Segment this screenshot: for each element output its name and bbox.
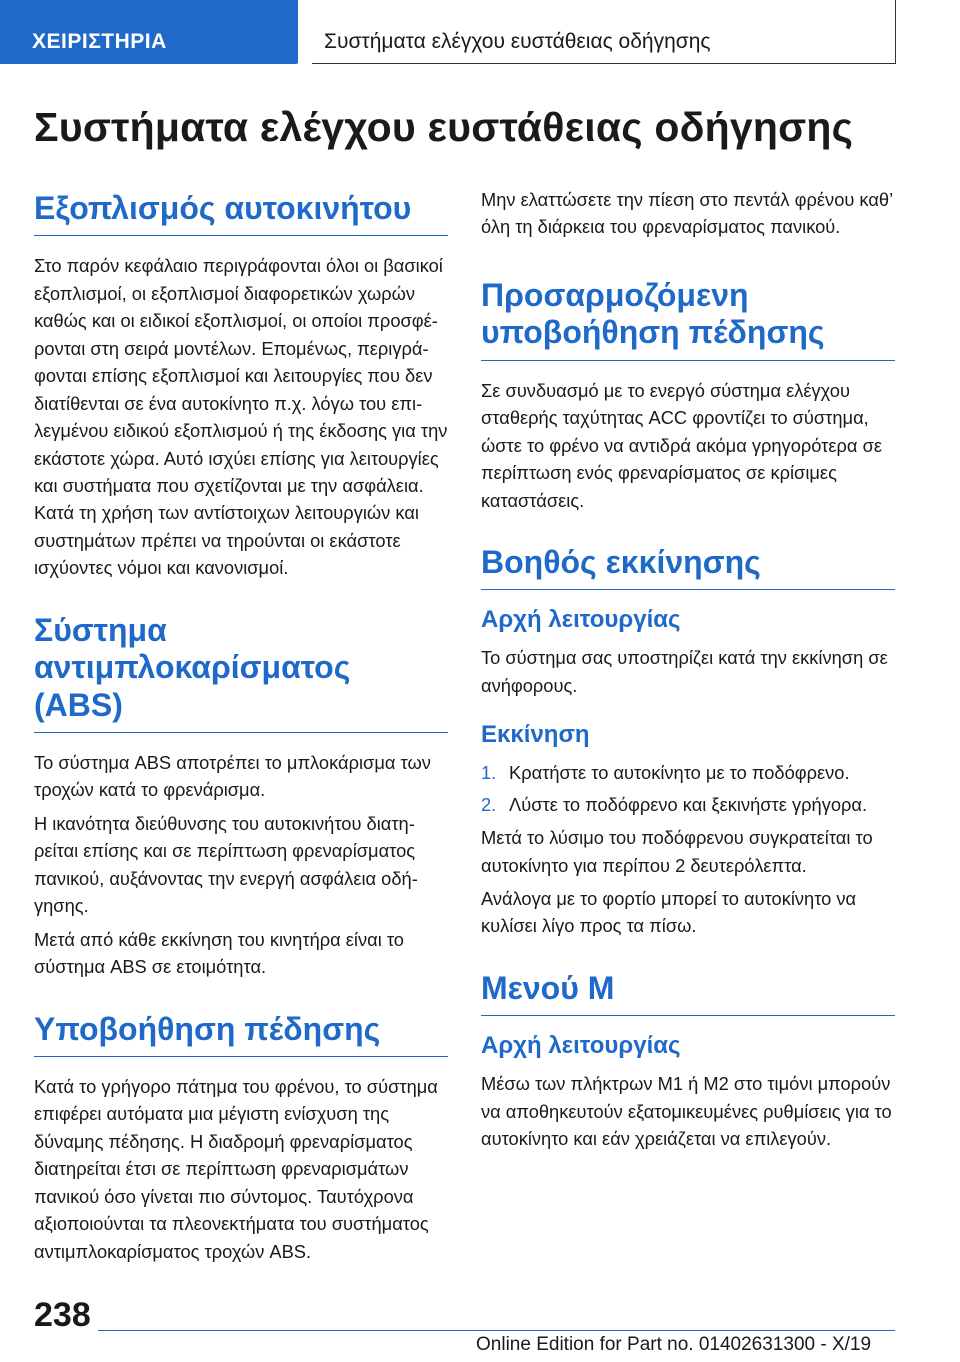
section-menu-m: [481, 970, 895, 1153]
list-item: [481, 791, 895, 818]
paragraph: Η ικανότητα διεύθυνσης του αυτοκινήτου διατηρείται επίσης και σε περίπτωση φρεναρίσματος πανικού, αυξάνοντας την ενεργή ασφάλεια οδήγησης.: [34, 812, 418, 917]
section-abs: [34, 612, 448, 981]
paragraph: Το σύστημα ABS αποτρέπει το μπλοκάρισμα των τροχών κατά το φρενάρισμα.: [34, 752, 431, 801]
paragraph: Μετά από κάθε εκκίνηση του κινητήρα είναι το σύστημα ABS σε ετοιμότητα.: [34, 928, 404, 978]
step-text: Κρατήστε το αυτοκίνητο με το ποδόφρενο.: [509, 762, 850, 784]
paragraph: Μην ελαττώσετε την πίεση στο πεντάλ φρένου καθ’ όλη τη διάρκεια του φρεναρίσματος πανικού.: [481, 189, 893, 238]
subheading-start: Εκκίνηση: [481, 721, 590, 749]
step-number: 2.: [481, 793, 497, 815]
section-start-assist: [481, 544, 895, 940]
paragraph: Στο παρόν κεφάλαιο περιγράφονται όλοι οι βασικοί εξοπλισμοί, οι εξοπλισμοί διαφορετικών χωρών καθώς και οι ειδικοί εξοπλισμοί, οι οποίοι προσφέρονται στη σειρά μοντέλων. Επομένως, περιγράφονται επίσης εξοπλισμοί και λειτουργίες που δεν διατίθενται σε ένα αυτοκίνητο π.χ. λόγω του επιλεγμένου ειδικού εξοπλισμού ή της έκδοσης για την εκάστοτε χώρα. Αυτό ισχύει επίσης για λειτουργίες και συστήματα που σχετίζονται με την ασφάλεια. Κατά τη χρήση των αντίστοιχων λειτουργιών και συστημάτων πρέπει να τηρούνται οι εκάστοτε ισχύοντες νόμοι και κανονισμοί.: [34, 255, 448, 579]
paragraph: Ανάλογα με το φορτίο μπορεί το αυτοκίνητο να κυλίσει λίγο προς τα πίσω.: [481, 888, 857, 937]
left-column: [34, 190, 448, 1295]
paragraph: Κατά το γρήγορο πάτημα του φρένου, το σύστημα επιφέρει αυτόματα μια μέγιστη ενίσχυση της δύναμης πέδησης. Η διαδρομή φρεναρίσματος διατηρείται έτσι σε περίπτωση φρεναρισμάτων πανικού όσο γίνεται πιο σύντομος. Ταυτόχρονα αξιοποιούνται τα πλεονεκτήματα του συστήματος αντιμπλοκαρίσματος τροχών ABS.: [34, 1075, 438, 1262]
step-text: Λύστε το ποδόφρενο και ξεκινήστε γρήγορα.: [509, 793, 868, 815]
paragraph: Το σύστημα σας υποστηρίζει κατά την εκκίνηση σε ανήφορους.: [481, 647, 888, 696]
page-title: Συστήματα ελέγχου ευστάθειας οδήγησης: [34, 104, 854, 150]
step-number: 1.: [481, 762, 497, 784]
page-number: 238: [34, 1296, 91, 1334]
steps-list: [481, 759, 895, 818]
footer-edition: Online Edition for Part no. 01402631300 - X/19: [476, 1334, 872, 1355]
chapter-title: Συστήματα ελέγχου ευστάθειας οδήγησης: [312, 0, 896, 64]
page-header: [0, 0, 960, 66]
right-column: [481, 190, 895, 1183]
heading-adaptive-brake-assist: Προσαρμοζόμενη υποβοήθηση πέδησης: [481, 277, 895, 361]
paragraph: Μέσω των πλήκτρων M1 ή M2 στο τιμόνι μπορούν να αποθηκευτούν εξατομικευμένες ρυθμίσεις για το αυτοκίνητο και εάν χρειάζεται να επιλεγούν.: [481, 1073, 892, 1150]
section-tab[interactable]: ΧΕΙΡΙΣΤΗΡΙΑ: [0, 0, 298, 64]
section-brake-assist: [34, 1011, 448, 1266]
paragraph: Σε συνδυασμό με το ενεργό σύστημα ελέγχου σταθερής ταχύτητας ACC φροντίζει το σύστημα, ώστε το φρένο να αντιδρά ακόμα γρηγορότερα σε περίπτωση ενός φρεναρίσματος σε κρίσιμες καταστάσεις.: [481, 379, 883, 511]
section-adaptive-brake-assist: [481, 277, 895, 514]
section-vehicle-equipment: [34, 190, 448, 582]
heading-abs: Σύστημα αντιμπλοκαρίσματος (ABS): [34, 612, 448, 733]
heading-menu-m: Μενού M: [481, 970, 895, 1016]
paragraph: Μετά το λύσιμο του ποδόφρενου συγκρατείται το αυτοκίνητο για περίπου 2 δευτερόλεπτα.: [481, 827, 873, 876]
footer-divider: [98, 1330, 895, 1331]
heading-brake-assist: Υποβοήθηση πέδησης: [34, 1011, 448, 1057]
heading-start-assist: Βοηθός εκκίνησης: [481, 544, 895, 590]
heading-vehicle-equipment: Εξοπλισμός αυτοκινήτου: [34, 190, 448, 236]
subheading-principle: Αρχή λειτουργίας: [481, 1032, 681, 1060]
subheading-principle: Αρχή λειτουργίας: [481, 606, 681, 634]
list-item: [481, 759, 895, 786]
